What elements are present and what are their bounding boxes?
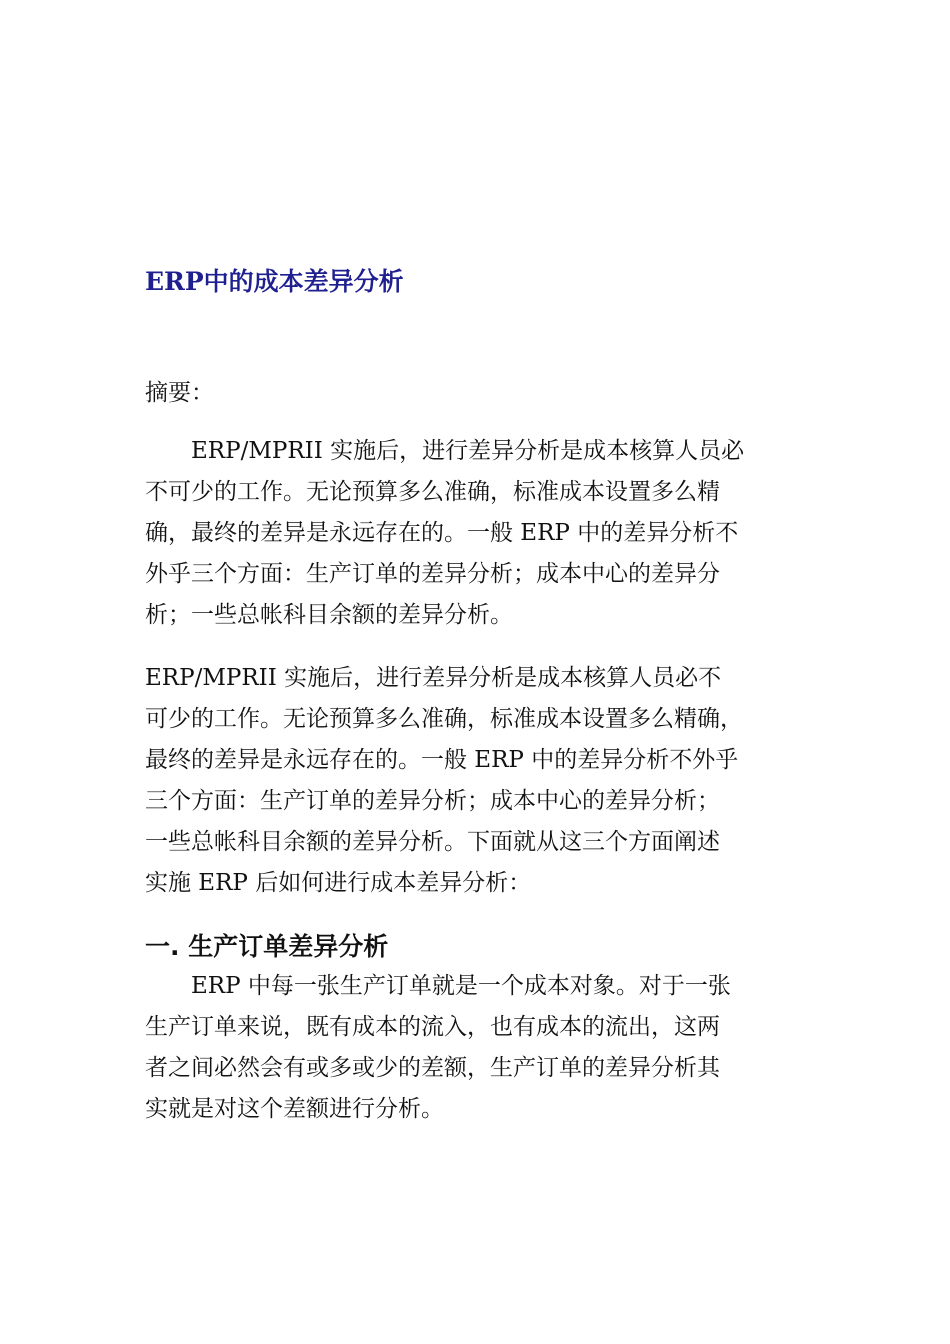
paragraph-line: 确，最终的差异是永远存在的。一般 ERP 中的差异分析不 [145, 520, 739, 546]
paragraph-line: 实就是对这个差额进行分析。 [145, 1096, 444, 1122]
document-title: ERP中的成本差异分析 [145, 267, 404, 296]
paragraph-line: 一些总帐科目余额的差异分析。下面就从这三个方面阐述 [145, 829, 720, 855]
paragraph-line: ERP/MPRII 实施后，进行差异分析是成本核算人员必不 [145, 665, 722, 691]
paragraph-line: 最终的差异是永远存在的。一般 ERP 中的差异分析不外乎 [145, 747, 739, 773]
paragraph-line: 外乎三个方面：生产订单的差异分析；成本中心的差异分 [145, 561, 720, 587]
paragraph-line: ERP 中每一张生产订单就是一个成本对象。对于一张 [145, 973, 731, 999]
section-1-paragraph [145, 966, 805, 1130]
paragraph-line: 不可少的工作。无论预算多么准确，标准成本设置多么精 [145, 479, 720, 505]
intro-paragraph-2 [145, 658, 805, 904]
paragraph-line: 生产订单来说，既有成本的流入，也有成本的流出，这两 [145, 1014, 720, 1040]
paragraph-line: 实施 ERP 后如何进行成本差异分析： [145, 870, 532, 896]
paragraph-line: ERP/MPRII 实施后，进行差异分析是成本核算人员必 [145, 438, 745, 464]
paragraph-line: 三个方面：生产订单的差异分析；成本中心的差异分析； [145, 788, 720, 814]
paragraph-line: 者之间必然会有或多或少的差额，生产订单的差异分析其 [145, 1055, 720, 1081]
section-heading-1: 一. 生产订单差异分析 [145, 932, 389, 961]
abstract-paragraph-1 [145, 431, 805, 636]
abstract-label: 摘要： [145, 380, 214, 406]
paragraph-line: 析；一些总帐科目余额的差异分析。 [145, 602, 513, 628]
paragraph-line: 可少的工作。无论预算多么准确，标准成本设置多么精确， [145, 706, 743, 732]
